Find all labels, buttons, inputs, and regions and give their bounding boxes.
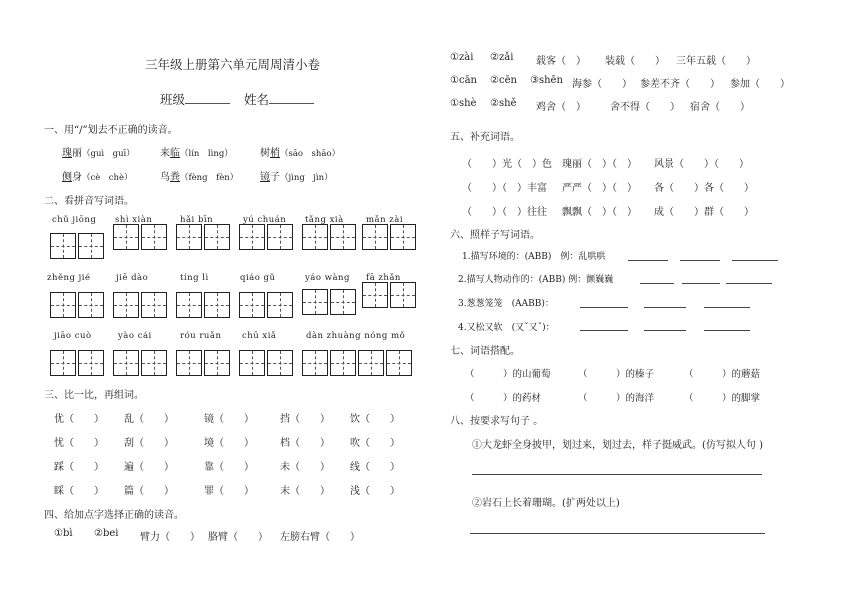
char-box[interactable] [78,292,104,318]
char-box[interactable] [176,224,202,250]
compare-item: 饮（ ） [350,414,400,425]
compare-item: 浅（ ） [350,486,400,497]
section-4-heading: 四、给加点字选择正确的读音。 [44,510,184,521]
reading-item: 三年五载（ ） [676,56,756,67]
section-2-heading: 二、看拼音写词语。 [44,196,134,207]
compare-item: 忧（ ） [54,438,104,449]
answer-blank[interactable] [704,307,750,308]
answer-blank[interactable] [580,330,628,331]
answer-blank[interactable] [726,283,772,284]
char-box[interactable] [239,292,265,318]
reading-option: ①shè [450,98,477,109]
pinyin-label: dàn zhuàng nóng mǒ [306,331,406,341]
name-label: 姓名 [244,92,270,107]
char-box[interactable] [239,224,265,250]
char-box[interactable] [302,224,328,250]
compare-item: 吹（ ） [350,438,400,449]
char-box[interactable] [362,282,388,308]
idiom-item: 瑰丽（ ）（ ） [562,159,637,170]
char-box[interactable] [204,224,230,250]
sec1-item: 树梢（sāo shāo） [260,148,341,159]
char-box[interactable] [386,350,412,376]
reading-item: 臂力（ ） [140,532,200,543]
char-box[interactable] [113,350,139,376]
compare-item: 末（ ） [280,486,330,497]
class-blank[interactable] [185,103,230,104]
page-title: 三年级上册第六单元周周清小卷 [145,57,321,72]
answer-blank[interactable] [580,307,628,308]
char-box[interactable] [390,282,416,308]
idiom-item: （ ）（ ）往往 [462,207,547,218]
char-box[interactable] [176,292,202,318]
idiom-item: 风景（ ）（ ） [654,159,749,170]
compare-item: 罪（ ） [204,486,254,497]
char-box[interactable] [204,292,230,318]
sentence-prompt: ①大龙虾全身披甲，划过来，划过去，样子挺威武。(仿写拟人句 ) [472,440,763,451]
reading-option: ②zǎi [490,52,514,63]
pinyin-label: chǔ jiōng [52,215,97,225]
pinyin-label: yáo wàng [305,273,350,283]
char-box[interactable] [141,350,167,376]
char-box[interactable] [204,350,230,376]
sec1-item: 来临（lín lìng） [160,148,233,159]
pinyin-label: róu ruǎn [180,331,222,341]
section-7-heading: 七、词语搭配。 [450,346,520,357]
char-box[interactable] [358,350,384,376]
pattern-item: 4.又松又软 (又ˇ又ˇ)： [458,323,555,333]
char-box[interactable] [390,224,416,250]
compare-item: 线（ ） [350,462,400,473]
char-box[interactable] [302,289,328,315]
idiom-item: （ ）（ ）丰富 [462,183,547,194]
pattern-item: 3.葱葱笼笼 (AABB)： [458,299,554,309]
char-box[interactable] [302,350,328,376]
pinyin-label: mǎn zài [366,215,404,225]
compare-item: 优（ ） [54,414,104,425]
reading-option: ③shēn [530,75,563,86]
reading-option: ②bei [94,528,119,539]
reading-option: ②cēn [490,75,517,86]
name-blank[interactable] [269,103,314,104]
compare-item: 睬（ ） [54,486,104,497]
reading-item: 参加（ ） [730,79,790,90]
char-box[interactable] [50,233,76,259]
char-box[interactable] [113,224,139,250]
sentence-prompt: ②岩石上长着珊瑚。(扩两处以上) [472,498,620,509]
compare-item: 档（ ） [280,438,330,449]
pinyin-label: shì xiàn [115,215,153,225]
reading-item: 鸡舍（ ） [536,102,586,113]
compare-item: 未（ ） [280,462,330,473]
char-box[interactable] [50,292,76,318]
idiom-item: 严严（ ）（ ） [562,183,637,194]
pinyin-label: zhěng jié [47,273,91,283]
pinyin-label: qiáo gǔ [240,273,276,283]
compare-item: 挡（ ） [280,414,330,425]
class-field [160,90,314,108]
char-box[interactable] [362,224,388,250]
section-6-heading: 六、照样子写词语。 [450,230,540,241]
sec1-item: 侧身（cè chè） [62,172,133,183]
pinyin-label: yú chuán [243,215,287,225]
pinyin-label: yào cái [118,331,152,341]
char-box[interactable] [267,350,293,376]
reading-item: 载客（ ） [536,56,586,67]
compare-item: 靠（ ） [204,462,254,473]
idiom-item: 飘飘（ ）（ ） [562,207,637,218]
compare-item: 境（ ） [204,438,254,449]
char-box[interactable] [78,350,104,376]
char-box[interactable] [267,292,293,318]
char-box[interactable] [267,224,293,250]
answer-blank[interactable] [644,330,686,331]
pinyin-label: jiē dào [116,273,149,283]
collocation-item: （ ）的脚掌 [684,393,761,404]
pinyin-label: tǎng xià [305,215,344,225]
reading-item: 左膀右臂（ ） [280,532,360,543]
pinyin-label: fā zhǎn [366,273,401,283]
idiom-item: （ ）光（ ）色 [462,159,552,170]
reading-option: ①cān [450,75,477,86]
section-8-heading: 八、按要求写句子 。 [450,416,544,427]
char-box[interactable] [330,224,356,250]
char-box[interactable] [239,350,265,376]
class-label: 班级 [160,92,186,107]
reading-option: ①bì [54,528,73,539]
answer-blank[interactable] [682,283,720,284]
compare-item: 篇（ ） [124,486,174,497]
answer-blank[interactable] [704,330,750,331]
pinyin-label: tíng lì [180,273,209,283]
collocation-item: （ ）的海洋 [578,393,655,404]
char-box[interactable] [330,350,356,376]
answer-blank[interactable] [640,283,674,284]
answer-line[interactable] [472,474,762,475]
compare-item: 遍（ ） [124,462,174,473]
answer-blank[interactable] [732,260,778,261]
reading-option: ②shě [490,98,517,109]
reading-option: ①zài [450,52,474,63]
char-box[interactable] [176,350,202,376]
reading-item: 海参（ ） [572,79,632,90]
section-3-heading: 三、比一比，再组词。 [44,390,144,401]
answer-blank[interactable] [644,307,686,308]
char-box[interactable] [141,292,167,318]
char-box[interactable] [78,233,104,259]
reading-item: 胳臂（ ） [208,532,268,543]
pinyin-label: hǎi bīn [180,215,214,225]
reading-item: 参差不齐（ ） [640,79,720,90]
collocation-item: （ ）的榛子 [578,369,655,380]
idiom-item: 成（ ）群（ ） [654,207,754,218]
pattern-item: 1.描写环境的：(ABB) 例：乱哄哄 [462,252,606,262]
compare-item: 刮（ ） [124,438,174,449]
pinyin-label: chū xiǎ [242,331,277,341]
idiom-item: 各（ ）各（ ） [654,183,754,194]
compare-item: 乱（ ） [124,414,174,425]
pinyin-label: jiāo cuò [54,331,92,341]
section-1-heading: 一、用“/”划去不正确的读音。 [44,125,178,136]
section-5-heading: 五、补充词语。 [450,132,520,143]
sec1-item: 瑰丽（guì guī） [62,148,135,159]
reading-item: 宿舍（ ） [690,102,750,113]
char-box[interactable] [50,350,76,376]
pattern-item: 2.描写人物动作的：(ABB) 例：颤巍巍 [458,275,614,285]
reading-item: 舍不得（ ） [610,102,680,113]
answer-blank[interactable] [680,260,720,261]
collocation-item: （ ）的蘑菇 [684,369,761,380]
answer-blank[interactable] [628,260,668,261]
char-box[interactable] [113,292,139,318]
collocation-item: （ ）的山葡萄 [465,369,551,380]
compare-item: 踩（ ） [54,462,104,473]
collocation-item: （ ）的药材 [465,393,542,404]
char-box[interactable] [141,224,167,250]
answer-line[interactable] [470,533,765,534]
char-box[interactable] [330,289,356,315]
compare-item: 镜（ ） [204,414,254,425]
sec1-item: 鸟粪（fèng fèn） [160,172,239,183]
reading-item: 装载（ ） [605,56,665,67]
sec1-item: 镜子（jìng jìn） [260,172,333,183]
